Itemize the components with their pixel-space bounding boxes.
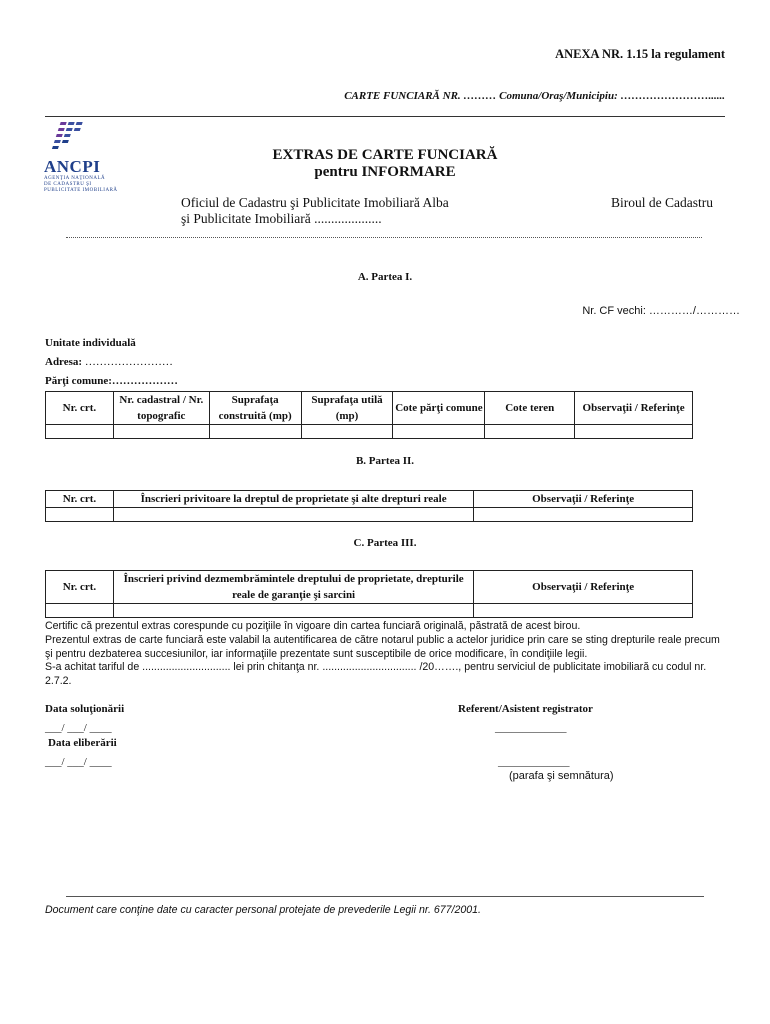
col-suprafata-construita: Suprafaţa construită (mp) bbox=[209, 392, 301, 425]
common-parts-value: ……………… bbox=[111, 375, 178, 387]
date-solution-field[interactable]: ___/ ___/ ____ bbox=[45, 722, 112, 734]
part-a-title: A. Partea I. bbox=[357, 271, 413, 283]
logo-subtitle-line: AGENŢIA NAŢIONALĂ bbox=[44, 176, 106, 181]
col-nr-cadastral: Nr. cadastral / Nr. topografic bbox=[113, 392, 209, 425]
office-name: Oficiul de Cadastru şi Publicitate Imobiliară Alba bbox=[181, 195, 449, 210]
common-parts-label: Părţi comune: bbox=[45, 375, 112, 387]
date-solution-label: Data soluţionării bbox=[45, 703, 125, 715]
date-release-label: Data eliberării bbox=[48, 737, 117, 749]
table-cell[interactable] bbox=[575, 425, 693, 439]
col-nr-crt: Nr. crt. bbox=[46, 392, 114, 425]
address-line bbox=[45, 356, 173, 368]
table-cell[interactable] bbox=[46, 508, 114, 522]
bureau-name: Biroul de Cadastru bbox=[611, 195, 713, 210]
col-observatii: Observaţii / Referinţe bbox=[474, 491, 693, 508]
certification-validity: Prezentul extras de carte funciară este valabil la autentificarea de către notarul public a actelor juridice prin care se sting drepturile reale precum şi pentru dezbaterea succesiunilor, iar informaţiile prezentate sunt susceptibile de orice modificare, în condiţiile legii. bbox=[45, 633, 720, 660]
logo-subtitle-line: DE CADASTRU ŞI bbox=[44, 182, 92, 187]
table-cell[interactable] bbox=[474, 508, 693, 522]
signature-field[interactable]: _____________ bbox=[498, 756, 570, 768]
logo-brand: ANCPI bbox=[44, 157, 101, 176]
annex-label: ANEXA NR. 1.15 la regulament bbox=[555, 47, 725, 61]
signature-caption: (parafa şi semnătura) bbox=[509, 770, 614, 782]
table-cell[interactable] bbox=[46, 425, 114, 439]
common-parts-line bbox=[45, 375, 178, 387]
part-b-table bbox=[45, 490, 693, 522]
table-cell[interactable] bbox=[485, 425, 575, 439]
logo-subtitle-line: PUBLICITATE IMOBILIARĂ bbox=[44, 188, 118, 193]
address-text: Adresa: …………………… bbox=[45, 356, 173, 368]
table-row bbox=[46, 425, 693, 439]
certification-text bbox=[45, 620, 730, 689]
table-cell[interactable] bbox=[113, 508, 473, 522]
col-cote-parti: Cote părţi comune bbox=[393, 392, 485, 425]
col-cote-teren: Cote teren bbox=[485, 392, 575, 425]
privacy-notice: Document care conţine date cu caracter personal protejate de prevederile Legii nr. 677/2001. bbox=[45, 904, 481, 916]
unit-label: Unitate individuală bbox=[45, 337, 136, 349]
office-name-cont: şi Publicitate Imobiliară .................... bbox=[181, 211, 382, 226]
certification-fee: S-a achitat tariful de .............................. lei prin chitanţa nr. ................................ /20……., pentru serviciul de publicitate imobiliară cu codul nr. 2.7.2. bbox=[45, 661, 707, 688]
certification-line: Certific că prezentul extras corespunde cu poziţiile în vigoare din cartea funciară originală, păstrată de acest birou. bbox=[45, 620, 581, 632]
footer-divider bbox=[66, 896, 704, 897]
col-nr-crt: Nr. crt. bbox=[46, 571, 114, 604]
table-cell[interactable] bbox=[301, 425, 393, 439]
col-observatii: Observaţii / Referinţe bbox=[575, 392, 693, 425]
referent-label: Referent/Asistent registrator bbox=[458, 703, 593, 715]
table-cell[interactable] bbox=[113, 425, 209, 439]
header-divider bbox=[45, 116, 725, 117]
part-c-title: C. Partea III. bbox=[353, 537, 417, 549]
referent-name-field[interactable]: _____________ bbox=[495, 722, 567, 734]
carte-funciara-line: CARTE FUNCIARĂ NR. ……… Comuna/Oraş/Municipiu: ……………………...... bbox=[344, 90, 725, 102]
col-observatii: Observaţii / Referinţe bbox=[474, 571, 693, 604]
table-cell[interactable] bbox=[209, 425, 301, 439]
date-release-field[interactable]: ___/ ___/ ____ bbox=[45, 756, 112, 768]
table-row bbox=[46, 604, 693, 618]
part-c-table bbox=[45, 570, 693, 618]
table-cell[interactable] bbox=[46, 604, 114, 618]
part-b-title: B. Partea II. bbox=[355, 455, 415, 467]
col-inscrieri-proprietate: Înscrieri privitoare la dreptul de proprietate şi alte drepturi reale bbox=[113, 491, 473, 508]
office-divider bbox=[66, 237, 702, 238]
col-inscrieri-dezmembraminte: Înscrieri privind dezmembrămintele dreptului de proprietate, drepturile reale de garanţie şi sarcini bbox=[113, 571, 473, 604]
table-cell[interactable] bbox=[393, 425, 485, 439]
document-title: EXTRAS DE CARTE FUNCIARĂ bbox=[272, 147, 498, 163]
part-a-table bbox=[45, 391, 693, 439]
document-subtitle: pentru INFORMARE bbox=[314, 164, 456, 180]
cf-old-number: Nr. CF vechi: …………/………… bbox=[582, 305, 740, 317]
col-suprafata-utila: Suprafaţa utilă (mp) bbox=[301, 392, 393, 425]
table-row bbox=[46, 508, 693, 522]
col-nr-crt: Nr. crt. bbox=[46, 491, 114, 508]
table-cell[interactable] bbox=[113, 604, 473, 618]
table-cell[interactable] bbox=[474, 604, 693, 618]
